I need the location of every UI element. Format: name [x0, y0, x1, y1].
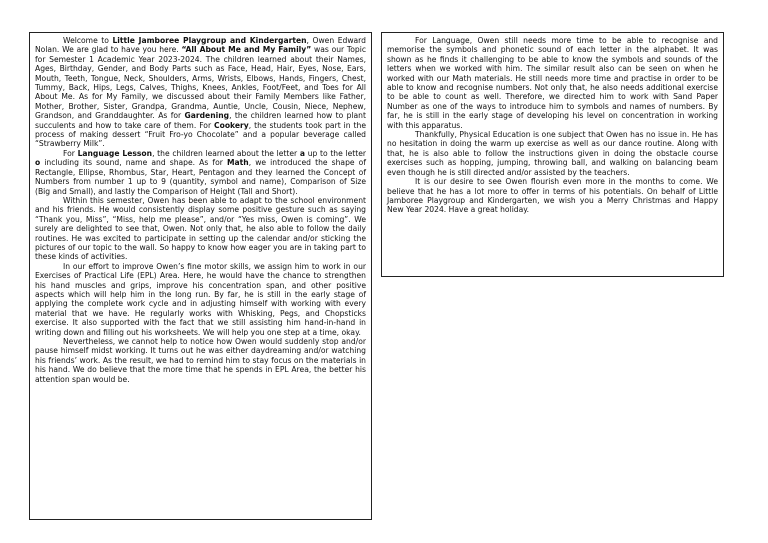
text-run: , the students took part in the process of making dessert “Fruit Fro-yo Chocolate” and a popular beverage called “Strawberry Milk”. [35, 120, 366, 149]
report-text-box-left [29, 32, 372, 520]
text-run: , we introduced the shape of Rectangle, Ellipse, Rhombus, Star, Heart, Pentagon and they learned the Concept of Numbers from number 1 up to 9 (quantity, symbol and name), Comparison of Size (Big and Small), and lastly the Comparison of Height (Tall and Short). [35, 158, 366, 196]
subject-cookery: Cookery [214, 120, 249, 130]
text-run: , Owen Edward Nolan. We are glad to have you here. [35, 36, 366, 55]
text-run: Nevertheless, we cannot help to notice how Owen would suddenly stop and/or pause himself midst working. It turns out he was either daydreaming and/or watching his friends’ work. As the result, we had to remind him to stay focus on the materials in his hand. We do believe that the more time that he spends in EPL Area, the better his attention span would be. [35, 337, 366, 384]
text-run: , the children learned how to plant succulents and how to take care of them. For [35, 111, 366, 130]
paragraph-topic-intro [35, 36, 366, 149]
report-text-box-right [381, 32, 724, 277]
text-run: Within this semester, Owen has been able to adapt to the school environment and his friends. He would consistently display some positive gesture such as saying “Thank you, Miss”, “Miss, help me please”, and/or “Yes miss, Owen is coming”. We surely are delighted to see that, Owen. Not only that, he also able to follow the daily routines. He was excited to participate in setting up the calendar and/or sticking the pictures of our topic to the wall. So happy to know how eager you are in taking part to these kinds of activities. [35, 195, 366, 262]
topic-title: “All About Me and My Family” [181, 45, 312, 55]
subject-math: Math [226, 158, 249, 168]
paragraph-attention-span [35, 337, 366, 384]
paragraph-adaptation [35, 196, 366, 262]
text-run: including its sound, name and shape. As for [40, 158, 227, 168]
text-run: In our effort to improve Owen’s fine motor skills, we assign him to work in our Exercises of Practical Life (EPL) Area. Here, he would have the chance to strengthen his hand muscles and grips, improve his concentration span, and other positive aspects which will help him in the long run. By far, he is still in the early stage of applying the complete work cycle and in adjusting himself with working with every material that we have. He regularly works with Whisking, Pegs, and Chopsticks exercise. It also supported with the fact that we still assisting him hand-in-hand in writing down and filling out his worksheets. We will help you one step at a time, okay. [35, 261, 366, 337]
text-run: For Language, Owen still needs more time to be able to recognise and memorise the symbols and phonetic sound of each letter in the alphabet. It was shown as he finds it challenging to be able to know the symbols and sounds of the letters when we worked with him. The similar result also can be seen on when he worked with our Math materials. He still needs more time and practise in order to be able to know and recognise numbers. Not only that, he also needs additional exercise to be able to count as well. Therefore, we directed him to work with Sand Paper Number as one of the ways to introduce him to symbols and names of numbers. By far, he is still in the early stage of developing his level on concentration in working with this apparatus. [387, 36, 718, 130]
paragraph-language-math [35, 149, 366, 196]
text-run: up to the letter [305, 148, 367, 158]
paragraph-fine-motor [35, 262, 366, 337]
school-name: Little Jamboree Playgroup and Kindergarten [112, 36, 307, 45]
text-run: was our Topic for Semester 1 Academic Year 2023-2024. The children learned about their Names, Ages, Birthday, Gender, and Body Parts such as Face, Head, Hair, Eyes, Nose, Ears, Mouth, Teeth, Tongue, Neck, Shoulders, Arms, Wrists, Elbows, Hands, Fingers, Chest, Tummy, Back, Hips, Legs, Calves, Thighs, Knees, Ankles, Foot/Feet, and Toes for All About Me. As for My Family, we discussed about their Family Members like Father, Mother, Brother, Sister, Grandpa, Grandma, Auntie, Uncle, Cousin, Niece, Nephew, Grandson, and Granddaughter. As for [35, 45, 367, 121]
text-run: It is our desire to see Owen flourish even more in the months to come. We believe that he has a lot more to offer in terms of his potentials. On behalf of Little Jamboree Playgroup and Kindergarten, we wish you a Merry Christmas and Happy New Year 2024. Have a great holiday. [387, 177, 718, 215]
subject-language-lesson: Language Lesson [77, 148, 153, 158]
subject-gardening: Gardening [184, 111, 230, 121]
paragraph-language-progress [387, 36, 718, 130]
text-run: , the children learned about the letter [152, 148, 300, 158]
text-run: Thankfully, Physical Education is one subject that Owen has no issue in. He has no hesitation in doing the warm up exercise as well as our dance routine. Along with that, he is also able to follow the instructions given in doing the obstacle course exercises such as hopping, jumping, throwing ball, and walking on balancing beam even though he is still directed and/or assisted by the teachers. [387, 130, 718, 177]
paragraph-closing [387, 177, 718, 215]
text-run: Welcome to [63, 36, 113, 45]
letter-a: a [299, 148, 305, 158]
paragraph-physical-education [387, 130, 718, 177]
text-run: For [63, 148, 78, 158]
letter-o: o [35, 158, 41, 168]
